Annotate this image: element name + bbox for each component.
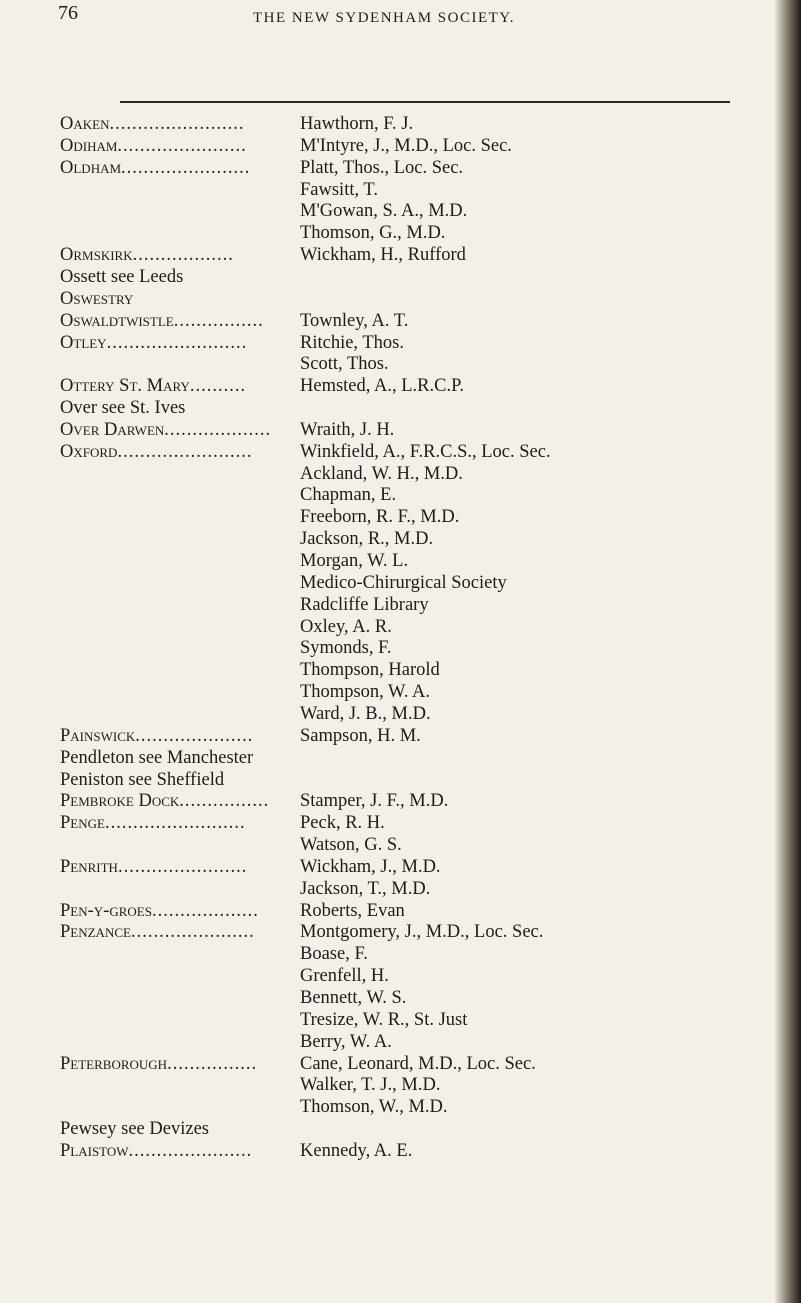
- member-entry: Thomson, G., M.D.: [300, 223, 446, 244]
- member-entry: Oxley, A. R.: [300, 616, 392, 637]
- member-entry: Montgomery, J., M.D., Loc. Sec.: [300, 922, 544, 943]
- member-entry: Symonds, F.: [300, 638, 392, 659]
- member-entry: Sampson, H. M.: [300, 725, 421, 746]
- member-entry: Peck, R. H.: [300, 813, 385, 834]
- member-entry: Tresize, W. R., St. Just: [300, 1009, 468, 1030]
- member-entry: Watson, G. S.: [300, 835, 402, 856]
- member-entry: Scott, Thos.: [300, 354, 389, 375]
- member-entry: Ackland, W. H., M.D.: [300, 463, 463, 484]
- cross-reference: Peniston see Sheffield: [60, 769, 225, 790]
- member-entry: Radcliffe Library: [300, 594, 429, 615]
- place-entry: Over Darwen...................: [60, 419, 272, 440]
- member-entry: Morgan, W. L.: [300, 551, 409, 571]
- member-entry: Jackson, R., M.D.: [300, 529, 434, 550]
- place-entry: Penzance......................: [60, 922, 255, 943]
- page-edge-shadow: [775, 0, 801, 1303]
- member-entry: Walker, T. J., M.D.: [300, 1075, 441, 1096]
- member-entry: M'Gowan, S. A., M.D.: [300, 201, 468, 222]
- member-entry: Hawthorn, F. J.: [300, 114, 414, 134]
- member-entry: Medico-Chirurgical Society: [300, 572, 507, 593]
- member-entry: Boase, F.: [300, 944, 368, 965]
- place-entry: Painswick.....................: [60, 725, 254, 746]
- cross-reference: Pewsey see Devizes: [60, 1119, 209, 1140]
- member-entry: Platt, Thos., Loc. Sec.: [300, 157, 464, 178]
- place-entry: Oxford........................: [60, 441, 253, 462]
- cross-reference: Over see St. Ives: [60, 398, 186, 419]
- place-entry: Pembroke Dock................: [60, 791, 270, 812]
- place-entry: Oswestry: [60, 288, 134, 309]
- member-entry: Ward, J. B., M.D.: [300, 703, 431, 724]
- member-entry: Thomson, W., M.D.: [300, 1097, 448, 1118]
- page-number: 76: [58, 2, 78, 24]
- member-entry: Hemsted, A., L.R.C.P.: [300, 376, 464, 397]
- running-head: THE NEW SYDENHAM SOCIETY.: [253, 10, 515, 26]
- member-entry: Wickham, H., Rufford: [300, 245, 466, 266]
- place-entry: Penge.........................: [60, 813, 246, 834]
- member-entry: Berry, W. A.: [300, 1031, 392, 1052]
- member-entry: Bennett, W. S.: [300, 988, 407, 1008]
- place-entry: Pen-y-groes...................: [60, 900, 259, 921]
- member-entry: Winkfield, A., F.R.C.S., Loc. Sec.: [300, 441, 551, 462]
- member-entry: Cane, Leonard, M.D., Loc. Sec.: [300, 1053, 536, 1074]
- header-rule: [120, 101, 730, 103]
- cross-reference: Pendleton see Manchester: [60, 747, 254, 768]
- place-entry: Otley.........................: [60, 332, 248, 353]
- member-entry: Fawsitt, T.: [300, 179, 378, 200]
- place-entry: Oaken........................: [60, 114, 245, 134]
- place-entry: Penrith.......................: [60, 856, 248, 877]
- place-entry: Odiham.......................: [60, 135, 247, 156]
- member-entry: Chapman, E.: [300, 485, 397, 506]
- member-entry: Townley, A. T.: [300, 310, 409, 331]
- member-entry: Wickham, J., M.D.: [300, 856, 441, 877]
- member-entry: Wraith, J. H.: [300, 419, 395, 440]
- member-entry: Thompson, Harold: [300, 660, 440, 681]
- cross-reference: Ossett see Leeds: [60, 266, 184, 287]
- member-entry: Stamper, J. F., M.D.: [300, 791, 449, 812]
- place-entry: Ormskirk..................: [60, 245, 234, 266]
- place-entry: Oswaldtwistle................: [60, 310, 264, 331]
- member-entry: M'Intyre, J., M.D., Loc. Sec.: [300, 135, 512, 156]
- place-entry: Ottery St. Mary..........: [60, 376, 247, 397]
- place-entry: Peterborough................: [60, 1053, 258, 1074]
- place-entry: Oldham.......................: [60, 157, 251, 178]
- member-entry: Kennedy, A. E.: [300, 1140, 413, 1161]
- place-entry: Plaistow......................: [60, 1140, 253, 1161]
- member-entry: Freeborn, R. F., M.D.: [300, 507, 460, 528]
- member-entry: Thompson, W. A.: [300, 682, 431, 703]
- member-entry: Roberts, Evan: [300, 900, 405, 921]
- member-entry: Jackson, T., M.D.: [300, 878, 431, 899]
- member-entry: Ritchie, Thos.: [300, 332, 404, 353]
- member-entry: Grenfell, H.: [300, 966, 389, 987]
